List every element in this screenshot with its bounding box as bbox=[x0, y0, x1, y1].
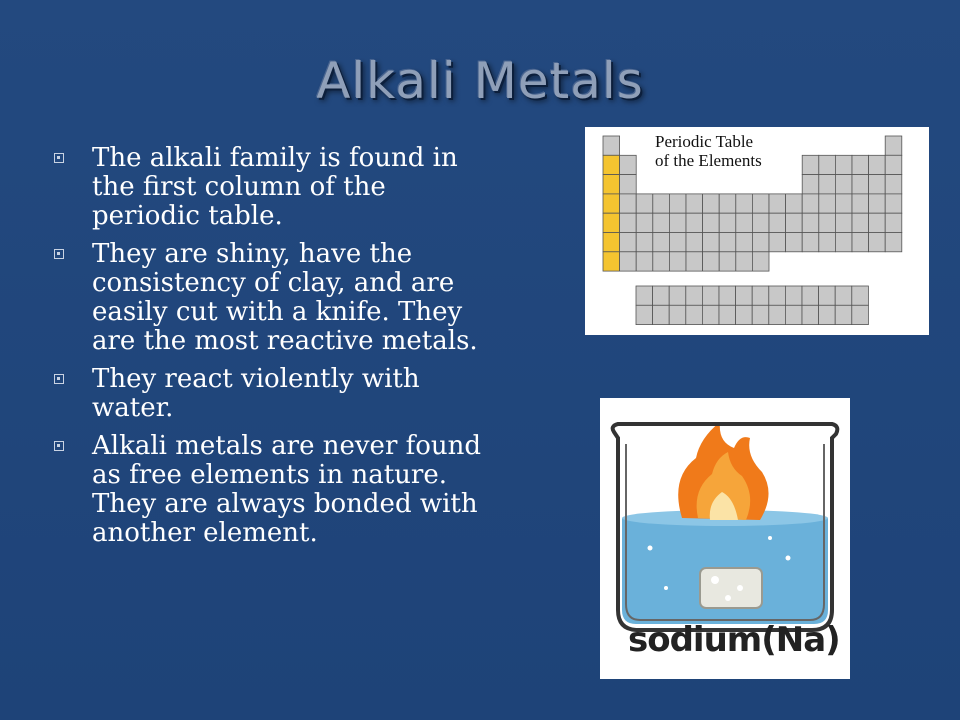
periodic-table-cell bbox=[885, 194, 902, 213]
periodic-table-cell bbox=[669, 252, 686, 271]
periodic-table-cell bbox=[736, 213, 753, 232]
periodic-table-caption bbox=[655, 132, 762, 170]
periodic-table-cell bbox=[686, 305, 703, 324]
square-bullet-icon bbox=[54, 249, 64, 259]
periodic-table-cell bbox=[653, 233, 670, 252]
periodic-table-cell bbox=[786, 213, 803, 232]
periodic-table-cell bbox=[835, 286, 852, 305]
bullet-text: Alkali metals are never found as free elements in nature. They are always bonded with another element. bbox=[92, 431, 482, 548]
caption-line-2: of the Elements bbox=[655, 151, 762, 170]
periodic-table-cell bbox=[719, 194, 736, 213]
periodic-table-cell bbox=[669, 194, 686, 213]
periodic-table-cell bbox=[835, 233, 852, 252]
periodic-table-cell bbox=[653, 252, 670, 271]
periodic-table-cell bbox=[636, 213, 653, 232]
periodic-table-cell bbox=[835, 175, 852, 194]
periodic-table-cell bbox=[686, 213, 703, 232]
periodic-table-cell bbox=[669, 286, 686, 305]
periodic-table-cell bbox=[885, 175, 902, 194]
periodic-table-cell bbox=[819, 286, 836, 305]
periodic-table-cell bbox=[785, 286, 802, 305]
periodic-table-cell bbox=[653, 286, 670, 305]
periodic-table-cell bbox=[819, 213, 836, 232]
periodic-table-cell bbox=[885, 136, 902, 155]
bullet-item bbox=[54, 144, 494, 231]
periodic-table-cell bbox=[769, 233, 786, 252]
periodic-table-cell bbox=[736, 194, 753, 213]
periodic-table-cell bbox=[603, 194, 620, 213]
periodic-table-cell bbox=[819, 175, 836, 194]
periodic-table-cell bbox=[620, 213, 637, 232]
periodic-table-cell bbox=[852, 194, 869, 213]
slide-title: Alkali Metals bbox=[316, 52, 644, 110]
periodic-table-cell bbox=[636, 286, 653, 305]
periodic-table-cell bbox=[819, 194, 836, 213]
periodic-table-cell bbox=[802, 305, 819, 324]
periodic-table-cell bbox=[719, 286, 736, 305]
periodic-table-cell bbox=[620, 233, 637, 252]
periodic-table-cell bbox=[852, 213, 869, 232]
periodic-table-cell bbox=[802, 233, 819, 252]
periodic-table-cell bbox=[603, 136, 620, 155]
periodic-table-cell bbox=[620, 252, 637, 271]
periodic-table-cell bbox=[802, 194, 819, 213]
periodic-table-cell bbox=[686, 286, 703, 305]
bullet-item bbox=[54, 365, 494, 423]
periodic-table-cell bbox=[869, 213, 886, 232]
periodic-table-cell bbox=[835, 213, 852, 232]
caption-line-1: Periodic Table bbox=[655, 132, 754, 151]
periodic-table-cell bbox=[802, 175, 819, 194]
periodic-table-cell bbox=[669, 233, 686, 252]
periodic-table-cell bbox=[752, 252, 769, 271]
periodic-table-cell bbox=[636, 194, 653, 213]
periodic-table-cell bbox=[636, 305, 653, 324]
periodic-table-cell bbox=[835, 305, 852, 324]
periodic-table-cell bbox=[852, 286, 869, 305]
periodic-table-cell bbox=[703, 194, 720, 213]
bullet-list bbox=[54, 144, 494, 557]
periodic-table-cell bbox=[852, 305, 869, 324]
periodic-table-cell bbox=[852, 155, 869, 174]
periodic-table-cell bbox=[669, 305, 686, 324]
periodic-table-cell bbox=[869, 194, 886, 213]
periodic-table-cell bbox=[620, 155, 637, 174]
periodic-table-cell bbox=[603, 252, 620, 271]
periodic-table-cell bbox=[736, 305, 753, 324]
periodic-table-cell bbox=[686, 233, 703, 252]
periodic-table-cell bbox=[653, 305, 670, 324]
periodic-table-cell bbox=[769, 213, 786, 232]
periodic-table-cell bbox=[636, 252, 653, 271]
periodic-table-cell bbox=[653, 213, 670, 232]
periodic-table-cell bbox=[702, 286, 719, 305]
periodic-table-cell bbox=[736, 286, 753, 305]
periodic-table-cell bbox=[603, 155, 620, 174]
periodic-table-cell bbox=[686, 252, 703, 271]
periodic-table-cell bbox=[752, 194, 769, 213]
periodic-table-cell bbox=[885, 155, 902, 174]
periodic-table-cell bbox=[786, 194, 803, 213]
bullet-text: They are shiny, have the consistency of clay, and are easily cut with a knife. They are the most reactive metals. bbox=[92, 239, 478, 356]
periodic-table-cell bbox=[719, 305, 736, 324]
periodic-table-cell bbox=[620, 194, 637, 213]
bullet-item bbox=[54, 240, 494, 356]
periodic-table-cell bbox=[703, 233, 720, 252]
periodic-table-cell bbox=[786, 233, 803, 252]
periodic-table-cell bbox=[603, 213, 620, 232]
periodic-table-cell bbox=[669, 213, 686, 232]
square-bullet-icon bbox=[54, 441, 64, 451]
periodic-table-cell bbox=[703, 252, 720, 271]
periodic-table-cell bbox=[636, 233, 653, 252]
periodic-table-cell bbox=[869, 175, 886, 194]
periodic-table-cell bbox=[835, 194, 852, 213]
periodic-table-cell bbox=[603, 175, 620, 194]
periodic-table-cell bbox=[802, 286, 819, 305]
periodic-table-cell bbox=[719, 233, 736, 252]
periodic-table-cell bbox=[736, 252, 753, 271]
periodic-table-cell bbox=[819, 155, 836, 174]
periodic-table-cell bbox=[785, 305, 802, 324]
periodic-table-cell bbox=[603, 233, 620, 252]
periodic-table-cell bbox=[702, 305, 719, 324]
periodic-table-cell bbox=[885, 213, 902, 232]
periodic-table-cell bbox=[869, 233, 886, 252]
periodic-table-cell bbox=[719, 252, 736, 271]
periodic-table-cell bbox=[686, 194, 703, 213]
periodic-table-cell bbox=[769, 286, 786, 305]
periodic-table-cell bbox=[769, 305, 786, 324]
periodic-table-cell bbox=[752, 286, 769, 305]
periodic-table-cell bbox=[852, 175, 869, 194]
bullet-text: They react violently with water. bbox=[92, 364, 420, 423]
sodium-label: sodium(Na) bbox=[628, 620, 840, 660]
periodic-table-cell bbox=[819, 233, 836, 252]
periodic-table-cell bbox=[752, 233, 769, 252]
square-bullet-icon bbox=[54, 153, 64, 163]
bullet-text: The alkali family is found in the first column of the periodic table. bbox=[92, 143, 458, 231]
periodic-table-cell bbox=[769, 194, 786, 213]
square-bullet-icon bbox=[54, 374, 64, 384]
periodic-table-cell bbox=[852, 233, 869, 252]
periodic-table-cell bbox=[653, 194, 670, 213]
periodic-table-cell bbox=[703, 213, 720, 232]
periodic-table-cell bbox=[869, 155, 886, 174]
periodic-table-cell bbox=[719, 213, 736, 232]
periodic-table-cell bbox=[752, 305, 769, 324]
periodic-table-cell bbox=[802, 213, 819, 232]
bullet-item bbox=[54, 432, 494, 548]
periodic-table-cell bbox=[885, 233, 902, 252]
periodic-table-cell bbox=[736, 233, 753, 252]
periodic-table-cell bbox=[620, 175, 637, 194]
periodic-table-cell bbox=[802, 155, 819, 174]
periodic-table-cell bbox=[835, 155, 852, 174]
periodic-table-cell bbox=[819, 305, 836, 324]
periodic-table-cell bbox=[752, 213, 769, 232]
